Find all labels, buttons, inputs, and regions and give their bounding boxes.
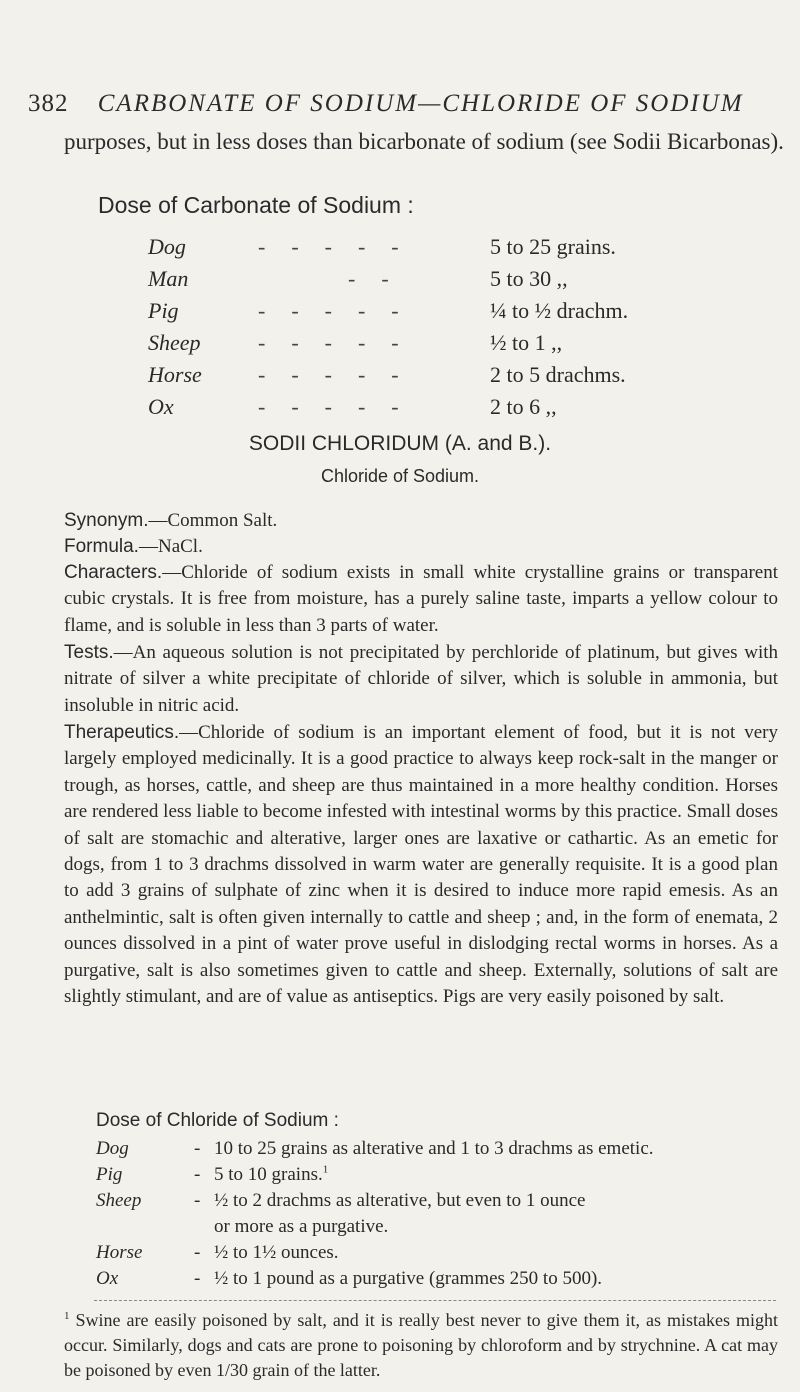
intro-paragraph: purposes, but in less doses than bicarbonate of sodium (see Sodii Bicarbonas). xyxy=(64,129,784,154)
section-title: SODII CHLORIDUM (A. and B.). xyxy=(248,432,552,455)
animal-name: Ox xyxy=(148,394,174,419)
animal-name: Horse xyxy=(148,362,202,387)
therapeutics-label: Therapeutics. xyxy=(64,722,180,743)
dose-row: Dog ----- 5 to 25 grains. xyxy=(148,234,616,259)
tests-label: Tests. xyxy=(64,642,114,663)
dose-amount: 5 to 10 grains. xyxy=(214,1164,323,1185)
footnote-ref: 1 xyxy=(322,1163,329,1176)
running-title: CARBONATE OF SODIUM—CHLORIDE OF SODIUM xyxy=(97,90,744,117)
animal-name: Dog xyxy=(148,234,186,259)
characters-text: —Chloride of sodium exists in small white crystalline grains or transparent cubic crystals. It is free from moisture, has a purely saline taste, imparts a yellow colour to flame, and is soluble in less than 3 parts of water. xyxy=(64,562,778,636)
synonym-label: Synonym. xyxy=(64,510,149,531)
page-number: 382 xyxy=(28,90,69,117)
footnote xyxy=(64,1308,778,1383)
animal-name: Sheep xyxy=(148,330,201,355)
dose-amount: ½ to 2 drachms as alterative, but even to 1 ounce xyxy=(214,1190,586,1211)
animal-name: Horse xyxy=(96,1242,143,1263)
dose-amount: ½ to 1½ ounces. xyxy=(214,1242,339,1263)
dose-amount: 5 to 25 grains. xyxy=(490,234,616,259)
dose-amount: 2 to 6 ,, xyxy=(490,394,557,419)
animal-name: Ox xyxy=(96,1268,119,1289)
book-page: 382 CARBONATE OF SODIUM—CHLORIDE OF SODIUM purposes, but in less doses than bicarbonate of sodium (see Sodii Bicarbonas). Dose of Carbonate of Sodium : Dog ----- 5 to 25 grains. Man -- 5 to 30 ,, Pig ----- ¼ to ½ drachm. Sheep ----- ½ to 1 ,, Horse ----- 2 to 5 drachms. Ox ----- 2 to 6 ,, SODII CHLORIDUM (A. and B.). Chloride of Sodium. Synonym.—Common Salt. Formula.—NaCl. Characters.—Chloride of sodium exists in small white crystalline grains or transparent cubic crystals. It is free from moisture, has a purely saline taste, imparts a yellow colour to flame, and is soluble in less than 3 parts of water. Tests.—An aqueous solution is not precipitated by perchloride of platinum, but gives with nitrate of silver a white precipitate of chloride of silver, which is soluble in ammonia, but insoluble in nitric acid. Therapeutics.—Chloride of sodium is an important element of food, but it is not very largely employed medicinally. It is a good practice to always keep rock-salt in the manger or trough, as horses, cattle, and sheep are thus maintained in a more healthy condition. Horses are rendered less liable to become infested with intestinal worms by this practice. Small doses of salt are stomachic and alterative, larger ones are laxative or cathartic. As an emetic for dogs, from 1 to 3 drachms dissolved in warm water are generally requisite. It is a good plan to add 3 grains of sulphate of zinc when it is desired to induce more rapid emesis. As an anthelmintic, salt is often given internally to cattle and sheep ; and, in the form of enemata, 2 ounces dissolved in a pint of water prove useful in dislodging rectal worms in horses. As a purgative, salt is also sometimes given to cattle and sheep. Externally, solutions of salt are slightly stimulant, and are of value as antiseptics. Pigs are very easily poisoned by salt. Dose of Chloride of Sodium : Dog - 10 to 25 grains as alterative and 1 to 3 drachms as emetic. Pig - 5 to 10 grains.$^1$ Sheep - ½ to 2 drachms as alterative, but even to 1 ounce or more as a purgative. Horse - ½ to 1½ ounces. Ox - ½ to 1 pound as a purgative (grammes 250 to 500). $^1$ Swine are easily poisoned by salt, and it is really best never to give them it, as mistakes might occur. Similarly, dogs and cats are prone to poisoning by chloroform and by strychnine. A cat may be poisoned by even 1/30 grain of the latter. xyxy=(0,0,800,1392)
dose-amount: 10 to 25 grains as alterative and 1 to 3 drachms as emetic. xyxy=(214,1138,654,1159)
therapeutics-text: —Chloride of sodium is an important element of food, but it is not very largely employed medicinally. It is a good practice to always keep rock-salt in the manger or trough, as horses, cattle, and sheep are thus maintained in a more healthy condition. Horses are rendered less liable to become infested with intestinal worms by this practice. Small doses of salt are stomachic and alterative, larger ones are laxative or cathartic. As an emetic for dogs, from 1 to 3 drachms dissolved in warm water are generally requisite. It is a good plan to add 3 grains of sulphate of zinc when it is desired to induce more rapid emesis. As an anthelmintic, salt is often given internally to cattle and sheep ; and, in the form of enemata, 2 ounces dissolved in a pint of water prove useful in dislodging rectal worms in horses. As a purgative, salt is also sometimes given to cattle and sheep. Externally, solutions of salt are slightly stimulant, and are of value as antiseptics. Pigs are very easily poisoned by salt. xyxy=(64,722,778,1008)
dose-row: Man -- 5 to 30 ,, xyxy=(148,266,568,291)
formula-text: —NaCl. xyxy=(138,536,203,557)
characters-label: Characters. xyxy=(64,562,163,583)
footnote-rule xyxy=(94,1300,776,1301)
section-subtitle: Chloride of Sodium. xyxy=(320,466,480,486)
dose-amount: 2 to 5 drachms. xyxy=(490,362,626,387)
dose-row: Sheep ----- ½ to 1 ,, xyxy=(148,330,563,355)
footnote-marker: 1 xyxy=(64,1310,70,1322)
dose-row: Horse ----- 2 to 5 drachms. xyxy=(148,362,626,387)
therapeutics-paragraph xyxy=(64,720,778,1010)
dose-amount: ½ to 1 ,, xyxy=(490,330,563,355)
carbonate-dose-heading: Dose of Carbonate of Sodium : xyxy=(98,192,414,218)
footnote-text: Swine are easily poisoned by salt, and it is really best never to give them it, as mistakes might occur. Similarly, dogs and cats are prone to poisoning by chloroform and by strychnine. A cat may be poisoned by even 1/30 grain of the latter. xyxy=(64,1310,778,1380)
animal-name: Sheep xyxy=(96,1190,142,1211)
dose-row: Pig ----- ¼ to ½ drachm. xyxy=(148,298,629,323)
dose-amount-continued: or more as a purgative. xyxy=(214,1216,389,1237)
formula-paragraph xyxy=(64,534,778,560)
chloride-dose-heading: Dose of Chloride of Sodium : xyxy=(96,1110,339,1131)
characters-paragraph xyxy=(64,560,778,639)
synonym-paragraph xyxy=(64,508,778,534)
animal-name: Dog xyxy=(96,1138,129,1159)
animal-name: Pig xyxy=(148,298,179,323)
animal-name: Pig xyxy=(96,1164,123,1185)
tests-paragraph xyxy=(64,640,778,719)
synonym-text: —Common Salt. xyxy=(148,510,278,531)
formula-label: Formula. xyxy=(64,536,139,557)
dose-row: Ox ----- 2 to 6 ,, xyxy=(148,394,557,419)
dose-amount: ½ to 1 pound as a purgative (grammes 250 to 500). xyxy=(214,1268,603,1289)
tests-text: —An aqueous solution is not precipitated by perchloride of platinum, but gives with nitrate of silver a white precipitate of chloride of silver, which is soluble in ammonia, but insoluble in nitric acid. xyxy=(64,642,778,716)
dose-amount: 5 to 30 ,, xyxy=(490,266,568,291)
running-header xyxy=(28,90,744,118)
animal-name: Man xyxy=(148,266,189,291)
dose-amount: ¼ to ½ drachm. xyxy=(490,298,629,323)
